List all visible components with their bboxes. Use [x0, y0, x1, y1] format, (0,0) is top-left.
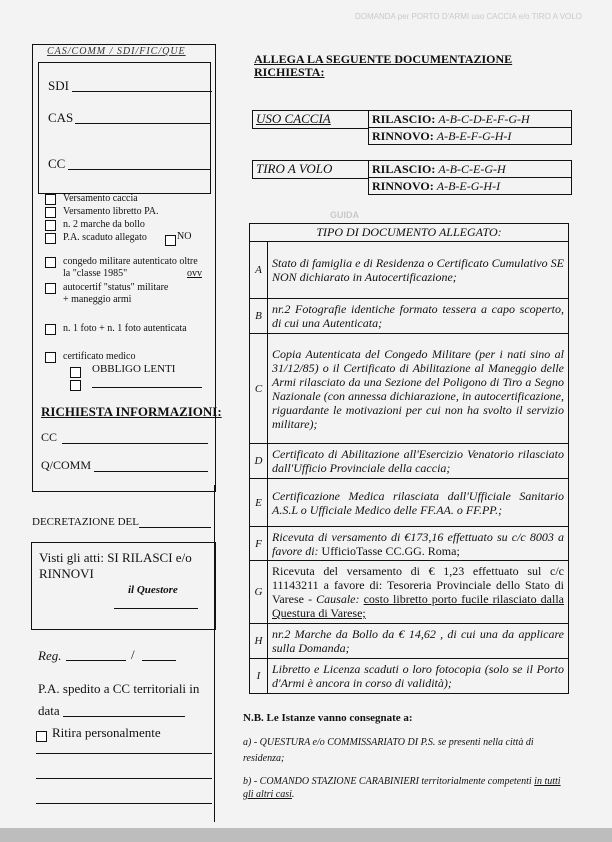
form-page: DOMANDA per PORTO D'ARMI uso CACCIA e/o TIRO A VOLO GUIDA CAS/COMM / SDI/FIC/QUE SDI CAS CC Versamento caccia Versamento libretto PA. n. 2 marche da bollo P.A. scaduto allegato NO congedo militare autenticato oltre la "classe 1985" ovv autocertif "status" militare + maneggio armi n. 1 foto + n. 1 foto autenticata certificato medico OBBLIGO LENTI RICHIESTA INFORMAZIONI: CC Q/COMM DECRETAZIONE DEL Visti gli atti: SI RILASCI e/o RINNOVI il Questore Reg. / P.A. spedito a CC territoriali in data Ritira personalmente ALLEGA LA SEGUENTE DOCUMENTAZIONE RICHIESTA: USO CACCIA RILASCIO: A-B-C-D-E-F-G-H RINNOVO: A-B-E-F-G-H-I TIRO A VOLO RILASCIO: A-B-C-E-G-H RINNOVO: A-B-E-G-H-I TIPO DI DOCUMENTO ALLEGATO: A Stato di famiglia e di Residenza o Certificato Cumulativo SE NON dichiarato in Autocertificazione; B nr.2 Fotografie identiche formato tessera a capo scoperto, di cui una Autenticata; C Copia Autenticata del Congedo Militare (per i nati sino al 31/12/85) o il Certificato di Abilitazione al Maneggio delle Armi rilasciato da una Sezione del Poligono di Tiro a Segno Nazionale (con annessa dichiarazione, in autocertificazione, riguardante le motivazioni per cui non ha svolto il servizio militare); D Certificato di Abilitazione all'Esercizio Venatorio rilasciato dall'Ufficio Provinciale della caccia; E Certificazione Medica rilasciata dall'Ufficiale Sanitario A.S.L o Ufficiale Medico delle FF.AA. o FF.PP.; F Ricevuta di versamento di €173,16 effettuato su c/c 8003 a favore di: UfficioTasse CC.GG. Roma; G Ricevuta del versamento di € 1,23 effettuato sul c/c 11143211 a favore di: Tesoreria Provinciale dello Stato di Varese - Causale: costo libretto porto fucile rilasciato dalla Questura di Varese; H nr.2 Marche da Bollo da € 14,62 , di cui una da applicare sulla Domanda; I Libretto e Licenza scaduti o loro fotocopia (solo se il Porto d'Armi è ancora in corso di validità); N.B. Le Istanze vanno consegnate a: a) - QUESTURA e/o COMMISSARIATO DI P.S. se presenti nella città di residenza; b) - COMANDO STAZIONE CARABINIERI territorialmente competenti in tutti gli altri casi. [0, 0, 612, 842]
ovv-label: ovv [187, 268, 202, 279]
data-field[interactable] [63, 716, 185, 717]
no-label: NO [177, 231, 192, 242]
other-lenti-field[interactable] [92, 387, 202, 388]
sdi-label: SDI [48, 78, 69, 93]
documents-table-header: TIPO DI DOCUMENTO ALLEGATO: [250, 224, 569, 242]
uso-caccia-table [252, 110, 572, 144]
checkbox-icon[interactable] [45, 257, 56, 268]
cas-label: CAS [48, 110, 74, 125]
table-row: C Copia Autenticata del Congedo Militare (per i nati sino al 31/12/85) o il Certificato di Abilitazione al Maneggio delle Armi rilasciato da una Sezione del Poligono di Tiro a Segno Nazionale (con annessa dichiarazione, in autocertificazione, riguardante le motivazioni per cui non ha svolto il servizio militare); [250, 334, 569, 444]
table-row: I Libretto e Licenza scaduti o loro fotocopia (solo se il Porto d'Armi è ancora in corso di validità); [250, 659, 569, 694]
info-cc-label: CC [41, 430, 58, 444]
decretazione-label: DECRETAZIONE DEL [32, 516, 139, 528]
info-qcomm-field[interactable] [94, 471, 208, 472]
checkbox-icon[interactable] [45, 194, 56, 205]
richiesta-informazioni-title: RICHIESTA INFORMAZIONI: [41, 404, 222, 419]
ritira-label: Ritira personalmente [52, 725, 161, 740]
checkbox-no[interactable] [165, 233, 176, 251]
tiro-a-volo-rilascio: RILASCIO: A-B-C-E-G-H [372, 162, 506, 176]
table-row: E Certificazione Medica rilasciata dall'Ufficiale Sanitario A.S.L o Ufficiale Medico delle FF.AA. o FF.PP.; [250, 479, 569, 527]
reg-label: Reg. [38, 648, 62, 663]
table-row: A Stato di famiglia e di Residenza o Certificato Cumulativo SE NON dichiarato in Autocertificazione; [250, 242, 569, 299]
checkbox-icon[interactable] [70, 367, 81, 378]
checkbox-icon[interactable] [45, 324, 56, 335]
table-row: H nr.2 Marche da Bollo da € 14,62 , di cui una da applicare sulla Domanda; [250, 624, 569, 659]
nb-item-a: a) - QUESTURA e/o COMMISSARIATO DI P.S. se presenti nella città di residenza; [243, 737, 534, 764]
info-cc-field[interactable] [62, 443, 208, 444]
cc-field[interactable] [68, 169, 211, 170]
checkbox-icon[interactable] [45, 233, 56, 244]
checkbox-icon[interactable] [45, 220, 56, 231]
reg-year-field[interactable] [142, 660, 176, 661]
tiro-a-volo-rinnovo: RINNOVO: A-B-E-G-H-I [372, 179, 501, 193]
uso-caccia-rilascio: RILASCIO: A-B-C-D-E-F-G-H [372, 112, 530, 126]
ghost-header: DOMANDA per PORTO D'ARMI uso CACCIA e/o TIRO A VOLO [355, 12, 582, 21]
documents-table [249, 223, 569, 694]
autocertif-line2: + maneggio armi [63, 294, 132, 305]
obbligo-lenti-label: OBBLIGO LENTI [92, 363, 176, 375]
uso-caccia-label: USO CACCIA [256, 111, 331, 126]
questore-label: il Questore [128, 584, 178, 596]
table-row: G Ricevuta del versamento di € 1,23 effettuato sul c/c 11143211 a favore di: Tesoreria Provinciale dello Stato di Varese - Causale: costo libretto porto fucile rilasciato dalla Questura di Varese; [250, 561, 569, 624]
info-qcomm-label: Q/COMM [41, 458, 92, 472]
nb-item-b: b) - COMANDO STAZIONE CARABINIERI territorialmente competenti in tutti gli altri casi. [243, 776, 561, 800]
note-line-3[interactable] [36, 803, 212, 804]
allega-title: ALLEGA LA SEGUENTE DOCUMENTAZIONE RICHIESTA: [254, 52, 513, 79]
decision-text: Visti gli atti: SI RILASCI e/o RINNOVI [39, 550, 192, 581]
sdi-field[interactable] [72, 91, 212, 92]
checkbox-icon[interactable] [45, 283, 56, 294]
decretazione-field[interactable] [139, 527, 211, 528]
note-line-2[interactable] [36, 778, 212, 779]
checkbox-icon[interactable] [45, 352, 56, 363]
nb-note: N.B. Le Istanze vanno consegnate a: [243, 712, 413, 724]
checkbox-ritira[interactable] [36, 729, 47, 747]
checkbox-icon[interactable] [70, 380, 81, 391]
cc-label: CC [48, 156, 66, 171]
checkbox-icon[interactable] [36, 731, 47, 742]
table-row: B nr.2 Fotografie identiche formato tessera a capo scoperto, di cui una Autenticata; [250, 299, 569, 334]
table-row: D Certificato di Abilitazione all'Esercizio Venatorio rilasciato dall'Ufficio Provinciale della caccia; [250, 444, 569, 479]
ghost-title: GUIDA [330, 210, 359, 220]
tiro-a-volo-label: TIRO A VOLO [256, 161, 333, 176]
questore-signature-field[interactable] [114, 608, 198, 609]
tiro-a-volo-table [252, 160, 572, 194]
reg-slash: / [131, 647, 135, 662]
cas-field[interactable] [75, 123, 211, 124]
table-row: F Ricevuta di versamento di €173,16 effettuato su c/c 8003 a favore di: UfficioTasse CC.GG. Roma; [250, 527, 569, 561]
congedo-line2: la "classe 1985" [63, 268, 128, 279]
note-line-1[interactable] [36, 753, 212, 754]
reg-number-field[interactable] [66, 660, 126, 661]
checkbox-other-lenti[interactable] [70, 378, 81, 396]
pa-spedito-label: P.A. spedito a CC territoriali in data [38, 681, 200, 718]
checkbox-icon[interactable] [165, 235, 176, 246]
office-use-title: CAS/COMM / SDI/FIC/QUE [47, 46, 186, 57]
column-divider [214, 485, 215, 822]
scan-edge [0, 828, 612, 842]
uso-caccia-rinnovo: RINNOVO: A-B-E-F-G-H-I [372, 129, 512, 143]
checkbox-icon[interactable] [45, 207, 56, 218]
